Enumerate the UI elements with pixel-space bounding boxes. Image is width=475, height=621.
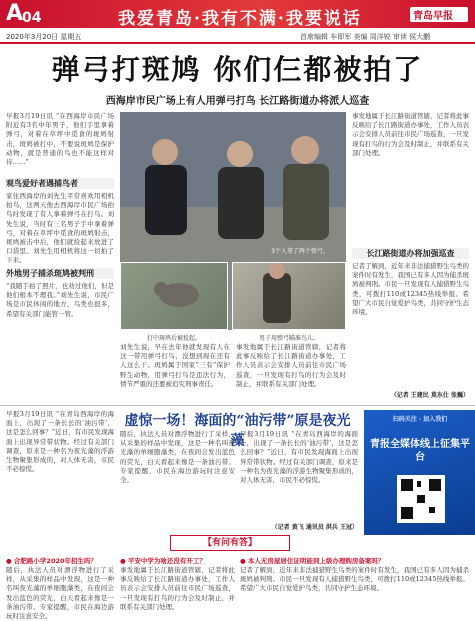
section-tag: 【有问有答】 bbox=[170, 535, 290, 551]
ad-tagline: 扫码关注 · 加入我们 bbox=[392, 416, 448, 423]
main-headline: 弹弓打斑鸠 你们仨都被拍了 bbox=[51, 53, 424, 86]
qa-question: ● 平安中学为啥还没有开工？ bbox=[120, 557, 206, 565]
issue-date: 2020年3月20日 星期五 bbox=[6, 33, 82, 41]
newspaper-logo: 青岛早报 bbox=[413, 11, 453, 22]
qa-answer: 随后，执法人员对漂浮物进行了采样，从采集的样品中发现，这是一种名叫夜光藻的单细胞藻类，在夜间会发出蓝色的荧光，白天看起来像是一条油污带。专家提醒，市民在海边游玩时注意安全。 bbox=[6, 566, 114, 621]
photo-caption-right: 男子用弹弓瞄准鸟儿。 bbox=[258, 335, 319, 342]
page-number: 04 bbox=[22, 10, 42, 26]
story2-byline: （记者 黄飞 通讯员 洪兵 王冠） bbox=[271, 524, 358, 531]
article-lead: 早报3月19日讯 “在西海岸市民广场附近有3名中年男子，他们手里拿着弹弓，对着在草坪中觅食的斑鸠射击，斑鸠被打中，不要说斑鸠是保护动物，就是普通的鸟也不能这样对待……” bbox=[6, 112, 114, 167]
slingshot-icon bbox=[233, 263, 345, 329]
story2-body: 随后，执法人员对漂浮物进行了采样，从采集的样品中发现，这是一种名叫夜光藻的单细胞藻类，在夜间会发出蓝色的荧光，白天看起来像是一条油污带。专家提醒，市民在海边游玩时注意安全。 bbox=[120, 430, 235, 485]
subheading-1: 观鸟爱好者遇捕鸟者 bbox=[6, 178, 114, 189]
article-byline: （记者 王建民 莫东仕 张巍） bbox=[390, 392, 469, 399]
bird-icon bbox=[121, 263, 227, 329]
header-divider bbox=[0, 42, 475, 44]
article-paragraph: 事发地属于长江路街道管辖，记者将此事反映给了长江路街道办事处，工作人员表示会安排人员前往市民广场巡查，一旦发现有打鸟的行为会及时制止，并联系有关部门处理。 bbox=[236, 343, 346, 388]
qa-answer: 记者了解到，近年来非法捕猎野生鸟类的案件时有发生，我国已有多人因为捕杀斑鸠被判刑。市民一旦发现有人捕猎野生鸟类，可拨打110或12345热线举报。希望广大市民自觉爱护鸟类，共同守护生态环境。 bbox=[240, 566, 469, 593]
article-paragraph: 家住西海岸的刘先生平常喜欢用相机拍鸟，这两天他去西海岸市民广场拍鸟时发现了有人拿着弹弓在打鸟。刘先生说，当时有三名男子手中拿着弹弓，对着在草坪中觅食的斑鸠射击，斑鸠被击中后，他们就捡起来放进了口袋里。刘先生用相机将这一切拍了下来。 bbox=[6, 192, 114, 265]
section-slogan: 我爱青岛·我有不满·我要说话 bbox=[118, 9, 362, 29]
news-photo-bird-caught bbox=[120, 262, 228, 330]
photo-caption-left: 打中斑鸠后被捡起。 bbox=[146, 335, 201, 342]
subheading-3: 长江路街道办将加强巡查 bbox=[352, 248, 469, 259]
article-paragraph: 记者了解到，近年来非法捕猎野生鸟类的案件时有发生，我国已有多人因为捕杀斑鸠被判刑。市民一旦发现有人捕猎野生鸟类，可拨打110或12345热线举报。希望广大市民自觉爱护鸟类，共同守护生态环境。 bbox=[352, 262, 469, 317]
qr-code-icon[interactable] bbox=[397, 475, 445, 523]
ad-title: 青报全媒体线上征集平台 bbox=[370, 439, 470, 463]
qa-question: ● 合肥路小学2020年招生吗？ bbox=[6, 557, 98, 565]
story2-body: 早报3月19日讯 “在青岛西海岸的海面上，出现了一条长长的‘油污带’，这是怎么回事？”近日，有市民发现海面上出现异常带状物。经过有关部门调查，原来是一种名为夜光藻的浮游生物聚集形成的，对人体无害，市民不必惊慌。 bbox=[240, 430, 358, 485]
article-paragraph: 事发地属于长江路街道管辖，记者将此事反映给了长江路街道办事处，工作人员表示会安排人员前往市民广场巡查，一旦发现有打鸟的行为会及时制止，并联系有关部门处理。 bbox=[352, 112, 469, 157]
story2-lead: 早报3月19日讯 “在青岛西海岸的海面上，出现了一条长长的‘油污带’，这是怎么回事？”近日，有市民发现海面上出现异常带状物。经过有关部门调查，原来是一种名为夜光藻的浮游生物聚集形成的，对人体无害，市民不必惊慌。 bbox=[6, 410, 114, 474]
photo-caption: 3个人拿了两个弹弓。 bbox=[271, 248, 329, 255]
sub-headline: 西海岸市民广场上有人用弹弓打鸟 长江路街道办将派人巡查 bbox=[105, 96, 370, 107]
story2-headline: 虚惊一场！海面的“油污带”原是夜光藻 bbox=[124, 413, 351, 449]
qa-question: ● 本人无房屋居住证明能到上级办理购房备案吗？ bbox=[240, 557, 385, 565]
qr-pattern bbox=[399, 477, 443, 521]
news-photo-aiming bbox=[232, 262, 346, 330]
photo-men-with-slingshots bbox=[120, 112, 346, 262]
article-paragraph: 刘先生说，早在去年他就发现有人在这一带用弹弓打鸟，没想到现在还有人这么干。斑鸠属于国家“三有”保护野生动物，用弹弓打鸟是违法行为，情节严重的还要被追究刑事责任。 bbox=[120, 343, 230, 388]
section-letter: A bbox=[6, 1, 24, 26]
editor-credits: 首席编辑 车即军 美编 周洋锐 审读 侯大鹏 bbox=[300, 33, 431, 41]
section-divider bbox=[0, 405, 475, 406]
qa-answer: 事发地属于长江路街道管辖，记者将此事反映给了长江路街道办事处，工作人员表示会安排人员前往市民广场巡查，一旦发现有打鸟的行为会及时制止，并联系有关部门处理。 bbox=[120, 566, 235, 611]
subheading-2: 外地男子捕杀斑鸠被判刑 bbox=[6, 268, 114, 279]
article-paragraph: “我随手拍了照片，也劝过他们，但是他们根本不理我。”刘先生说，市民广场是市民休闲的地方，鸟类也很多，希望有关部门能管一管。 bbox=[6, 282, 114, 318]
